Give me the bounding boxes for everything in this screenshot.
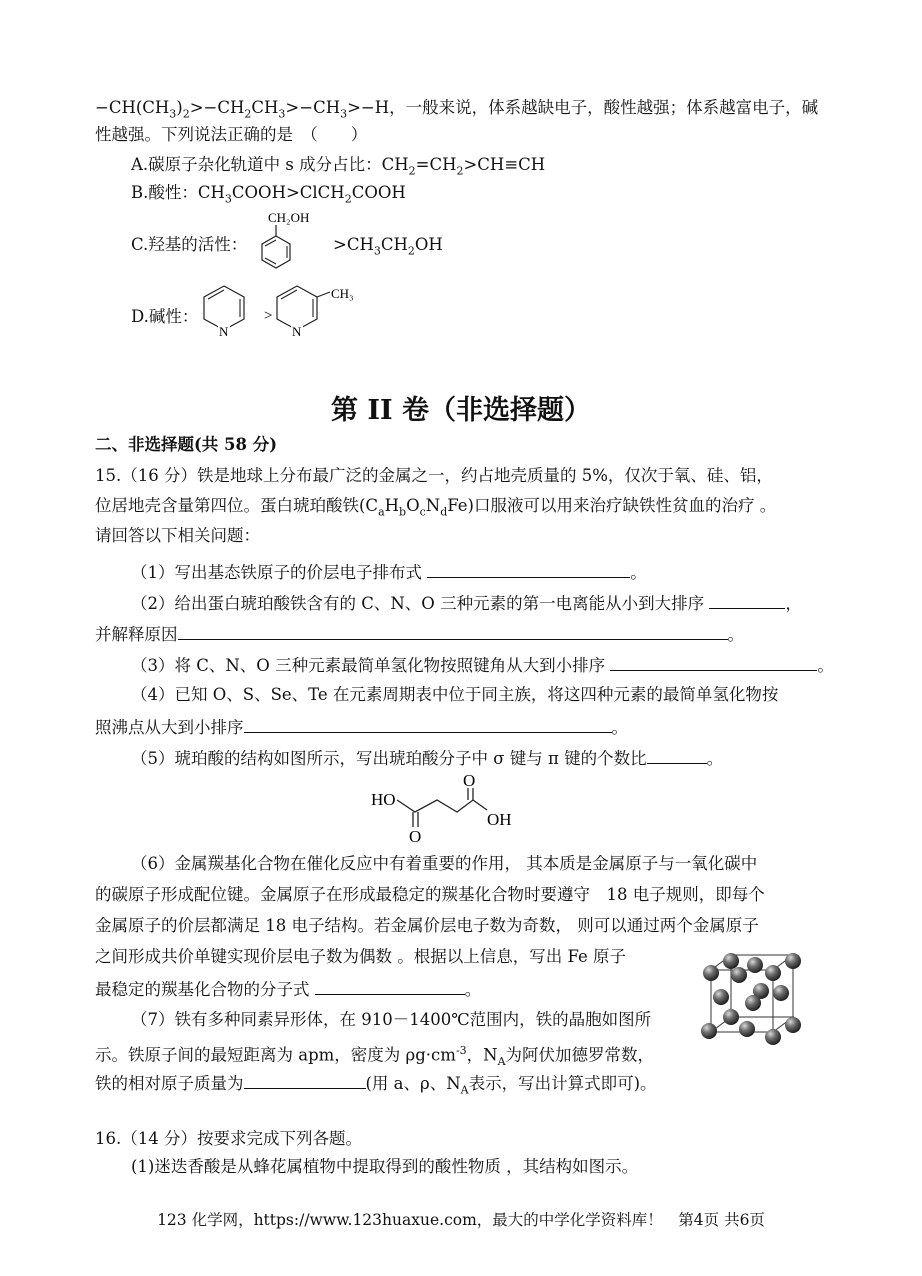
q15-part-6d: 之间形成共价单键实现价层电子数为偶数 。根据以上信息，写出 Fe 原子 [95,947,627,966]
oh-label: OH [487,810,512,829]
q15-part-6a: （6）金属羰基化合物在催化反应中有着重要的作用， 其本质是金属原子与一氧化碳中 [131,854,758,873]
benzyl-alcohol-structure [250,206,310,272]
q15-part-2b: 并解释原因 。 [95,621,744,647]
pyridine-structures [200,280,365,340]
option-b[interactable]: B.酸性：$CH_3COOH>ClCH_2COOH$ [131,183,406,206]
section-title: 第 II 卷（非选择题） [330,395,592,426]
answer-blank-4[interactable] [244,714,612,733]
q15-part-7c: 铁的相对原子质量为 (用 a、ρ、$N_A$表示，写出计算式即可)。 [95,1070,657,1102]
option-d[interactable]: D.碱性： [131,307,199,326]
answer-blank-6[interactable] [315,976,465,995]
answer-blank-7[interactable] [244,1070,366,1089]
q15-part-2: （2）给出蛋白琥珀酸铁含有的 C、N、O 三种元素的第一电离能从小到大排序 ， [131,590,802,616]
oxygen-top-label: O [463,771,476,790]
answer-blank-5[interactable] [647,745,707,764]
ch2oh-label: CH₂OH [268,210,310,225]
q15-part-4b: 照沸点从大到小排序 。 [95,714,628,740]
ch3-label: CH₃ [331,286,354,301]
q15-part-1: （1）写出基态铁原子的价层电子排布式 。 [131,559,647,585]
q15-line-2: 位居地壳含量第四位。蛋白琥珀酸铁$(C_aH_bO_cN_dFe)$口服液可以用来治疗缺铁性贫血的治疗 。 [95,496,777,519]
q15-part-4a: （4）已知 O、S、Se、Te 在元素周期表中位于同主族，将这四种元素的最简单氢化物按 [131,685,779,704]
ho-label: HO [371,790,396,809]
page-footer: 123 化学网，https://www.123huaxue.com，最大的中学化学资料库！ 第4页 共6页 [157,1211,765,1229]
intro-line-2: 性越强。下列说法正确的是 （ ） [95,125,368,144]
answer-blank-1[interactable] [427,559,630,578]
q15-part-7b: 示。铁原子间的最短距离为 apm，密度为 $\rho g\cdot cm^{-3}$，$N_A$为阿伏加德罗常数， [95,1044,655,1068]
q16-line-1: 16.（14 分）按要求完成下列各题。 [95,1129,362,1148]
q16-line-2: (1)迷迭香酸是从蜂花属植物中提取得到的酸性物质 ，其结构如图示。 [131,1157,639,1176]
q15-part-3: （3）将 C、N、O 三种元素最简单氢化物按照键角从大到小排序 。 [131,652,834,678]
section-heading: 二、非选择题(共 58 分) [95,435,278,454]
oxygen-bottom-label: O [409,827,422,846]
answer-blank-2b[interactable] [178,621,728,640]
q15-part-6b: 的碳原子形成配位键。金属原子在形成最稳定的羰基化合物时要遵守 18 电子规则，即每个 [95,885,765,904]
q15-line-1: 15.（16 分）铁是地球上分布最广泛的金属之一，约占地壳质量的 5%，仅次于氧、硅、铝， [95,466,773,485]
q15-part-6e: 最稳定的羰基化合物的分子式 。 [95,976,481,1002]
intro-line-1: $-CH(CH_3)_2>-CH_2CH_3>-CH_3>-H$，一般来说，体系越缺电子，酸性越强；体系越富电子，碱 [95,98,819,121]
q15-part-5: （5）琥珀酸的结构如图所示，写出琥珀酸分子中 σ 键与 π 键的个数比 。 [131,745,723,771]
q15-part-7a: （7）铁有多种同素异形体，在 910－1400℃范围内，铁的晶胞如图所 [131,1010,652,1029]
iron-unit-cell-figure [695,945,815,1057]
q15-line-3: 请回答以下相关问题： [95,526,260,545]
succinic-acid-structure [365,770,525,848]
methylpyridine-n-label: N [292,324,302,339]
pyridine-n-label: N [219,324,229,339]
greater-than-sign: > [264,308,273,324]
answer-blank-3[interactable] [610,652,817,671]
option-a[interactable]: A.碳原子杂化轨道中 s 成分占比：$CH_2=CH_2>CH\equiv CH$ [131,155,546,178]
answer-blank-2a[interactable] [709,590,785,609]
option-c-rest: $>CH_3CH_2OH$ [333,235,443,258]
q15-part-6c: 金属原子的价层都满足 18 电子结构。若金属价层电子数为奇数， 则可以通过两个金属原子 [95,916,759,935]
option-c[interactable]: C.羟基的活性： [131,235,248,254]
